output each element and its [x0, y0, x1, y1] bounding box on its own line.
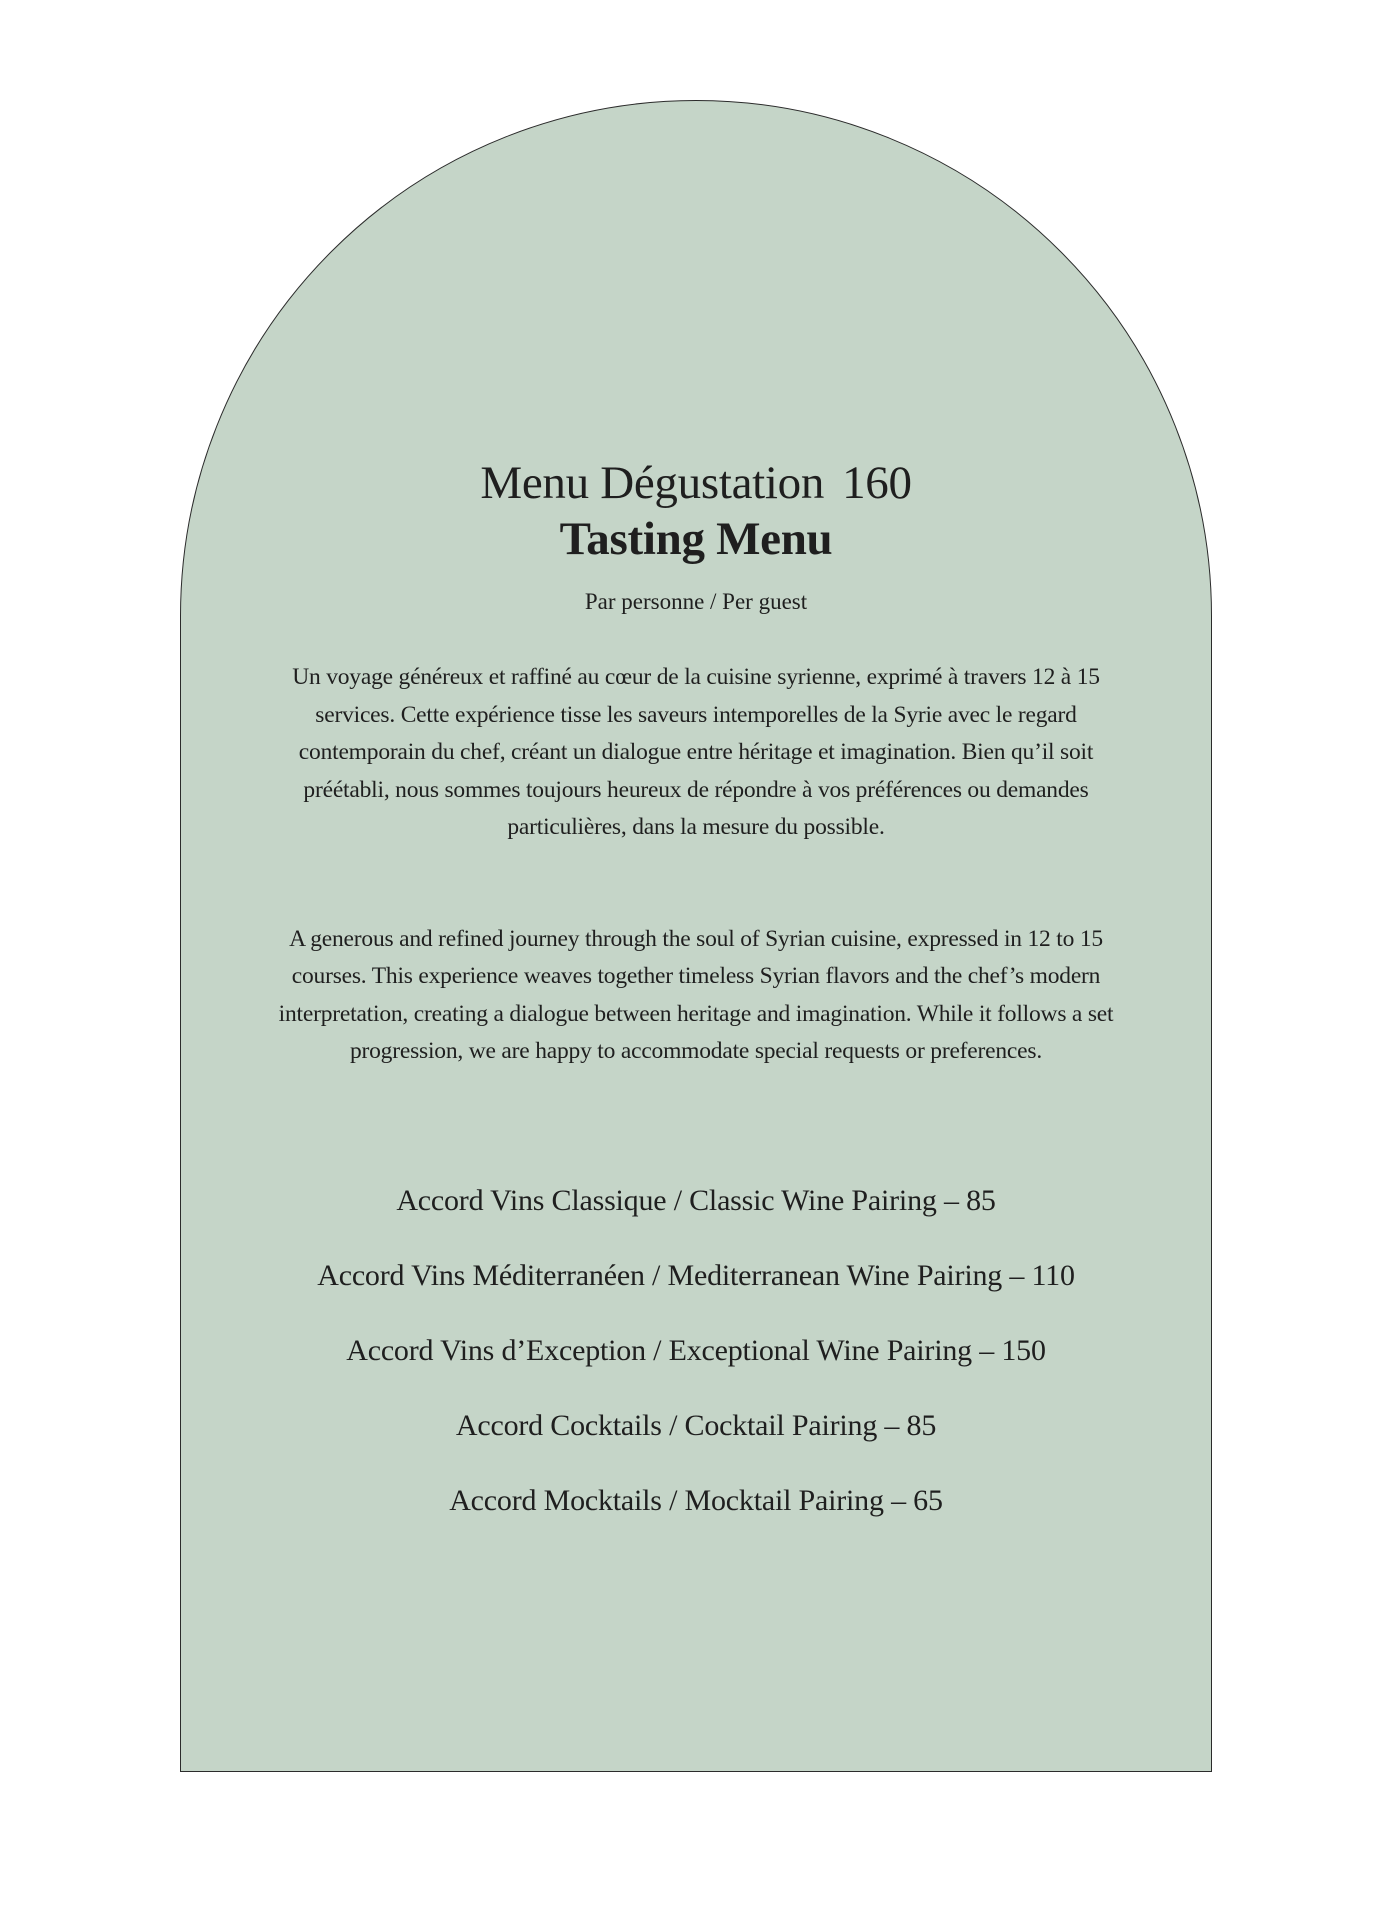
description-french: Un voyage généreux et raffiné au cœur de la cuisine syrienne, exprimé à travers 12 à 15 services. Cette expérience tisse les saveurs intemporelles de la Syrie avec le regard contemporain du chef, créant un dialogue entre héritage et imagination. Bien qu’il soit préétabli, nous sommes toujours heureux de répondre à vos préférences ou demandes particulières, dans la mesure du possible. [292, 664, 1100, 840]
menu-title-text: Menu Dégustation [480, 457, 825, 509]
pairing-classic-wine: Accord Vins Classique / Classic Wine Pairing – 85 [396, 1183, 996, 1217]
pairing-cocktail: Accord Cocktails / Cocktail Pairing – 85 [455, 1408, 937, 1442]
pairing-exceptional-wine: Accord Vins d’Exception / Exceptional Wine Pairing – 150 [346, 1333, 1046, 1367]
menu-content [180, 455, 1212, 1556]
pairing-mediterranean-wine: Accord Vins Méditerranéen / Mediterranean Wine Pairing – 110 [317, 1258, 1075, 1292]
description-english: A generous and refined journey through the soul of Syrian cuisine, expressed in 12 to 15 courses. This experience weaves together timeless Syrian flavors and the chef’s modern interpretation, creating a dialogue between heritage and imagination. While it follows a set progression, we are happy to accommodate special requests or preferences. [278, 925, 1114, 1064]
per-person-label: Par personne / Per guest [584, 589, 808, 614]
pairing-mocktail: Accord Mocktails / Mocktail Pairing – 65 [449, 1483, 943, 1517]
menu-price: 160 [842, 457, 912, 509]
pairings-list [180, 1181, 1212, 1521]
menu-title [180, 455, 1212, 511]
menu-subtitle: Tasting Menu [559, 513, 833, 565]
